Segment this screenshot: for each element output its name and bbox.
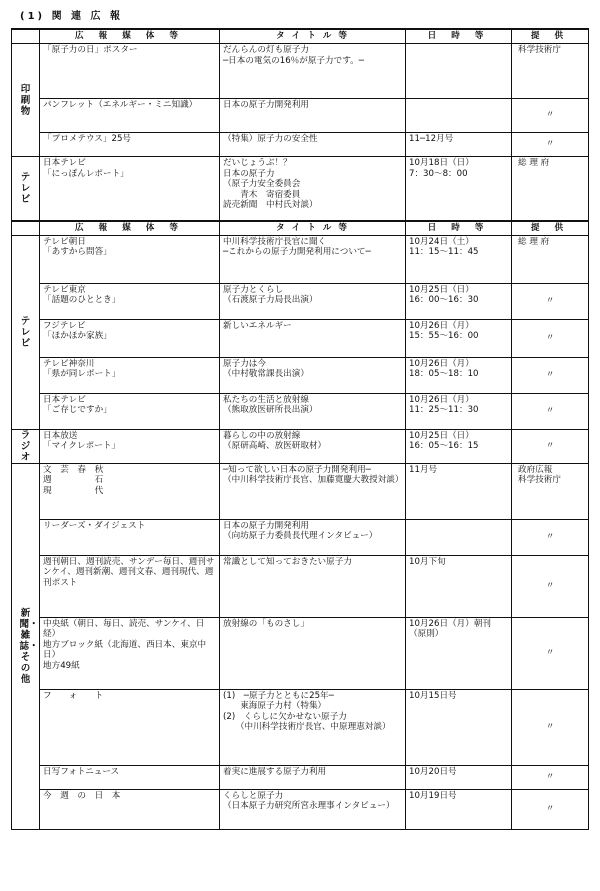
media-cell: 中央紙（朝日、毎日、読売、サンケイ、日経） 地方ブロック紙（北海道、西日本、東京中日） 地方49紙 [40,617,220,689]
provider-cell: 総 理 府 [512,157,589,221]
table-row [12,44,589,99]
title-cell: (1) ─原子力とともに25年─ 東海原子力村（特集） (2) くらしに欠かせない原子力 （中川科学技術庁長官、中原理恵対談） [220,689,406,765]
provider-cell: 〃 [512,133,589,157]
header-row [12,221,589,236]
provider-cell: 〃 [512,689,589,765]
media-cell: 「原子力の日」ポスター [40,44,220,99]
title-cell: だいじょうぶ！？ 日本の原子力 （原子力安全委員会 青木 寄宿委員 読売新聞 中村氏対談） [220,157,406,221]
section-heading: (1) 関 連 広 報 [20,11,124,22]
title-cell: だんらんの灯も原子力 ─日本の電気の16％が原子力です。─ [220,44,406,99]
table-row [12,463,589,519]
datetime-cell: 11─12月号 [406,133,512,157]
header-datetime: 日 時 等 [406,221,512,236]
datetime-cell: 10月下旬 [406,555,512,617]
datetime-cell: 10月24日（土） 11：15～11：45 [406,235,512,283]
title-cell: 原子力は今 （中村敬常課長出演） [220,357,406,393]
provider-cell: 〃 [512,789,589,829]
datetime-cell [406,519,512,555]
provider-cell: 政府広報 科学技術庁 [512,463,589,519]
media-cell: フ ォ ト [40,689,220,765]
media-cell: 日本放送 「マイクレポート」 [40,429,220,463]
title-cell: 常識として知っておきたい原子力 [220,555,406,617]
media-cell: 日本テレビ 「にっぽんレポート」 [40,157,220,221]
table-row [12,393,589,429]
media-cell: 日写フォトニュース [40,765,220,789]
title-cell: 中川科学技術庁長官に聞く ─これからの原子力開発利用について─ [220,235,406,283]
table-row [12,617,589,689]
header-provider: 提 供 [512,221,589,236]
provider-cell: 〃 [512,283,589,319]
table-row [12,157,589,221]
table-row [12,99,589,133]
datetime-cell: 10月26日（月） 15：55～16：00 [406,319,512,357]
media-cell: 日本テレビ 「ご存じですか」 [40,393,220,429]
media-cell: テレビ東京 「話題のひととき」 [40,283,220,319]
header-media: 広 報 媒 体 等 [40,29,220,44]
datetime-cell: 10月20日号 [406,765,512,789]
media-cell: テレビ朝日 「あすから問答」 [40,235,220,283]
title-cell: 日本の原子力開発利用 （向坊原子力委員長代理インタビュー） [220,519,406,555]
datetime-cell [406,44,512,99]
media-cell: 文 芸 春 秋 週 石 現 代 [40,463,220,519]
media-cell: 今 週 の 日 本 [40,789,220,829]
datetime-cell: 10月18日（日） 7：30～8：00 [406,157,512,221]
datetime-cell [406,99,512,133]
title-cell: 日本の原子力開発利用 [220,99,406,133]
title-cell: 私たちの生活と放射線 （熊取放医研所長出演） [220,393,406,429]
datetime-cell: 10月26日（月）朝刊 （原則） [406,617,512,689]
table-row [12,555,589,617]
datetime-cell: 10月26日（月） 18：05～18：10 [406,357,512,393]
provider-cell: 総 理 府 [512,235,589,283]
datetime-cell: 10月26日（月） 11：25～11：30 [406,393,512,429]
category-tv: テレビ [12,235,40,429]
category-radio: ラジオ [12,429,40,463]
provider-cell: 科学技術庁 [512,44,589,99]
table-row [12,133,589,157]
publicity-table [11,28,589,830]
table-row [12,429,589,463]
table-row [12,765,589,789]
provider-cell: 〃 [512,765,589,789]
media-cell: 週刊朝日、週刊読売、サンデー毎日、週刊サンケイ、週刊新潮、週刊文春、週刊現代、週刊ポスト [40,555,220,617]
header-datetime: 日 時 等 [406,29,512,44]
provider-cell: 〃 [512,617,589,689]
provider-cell: 〃 [512,319,589,357]
provider-cell: 〃 [512,357,589,393]
category-press: 新聞・雑誌・その他 [12,463,40,829]
media-cell: テレビ神奈川 「県が同レポート」 [40,357,220,393]
table-row [12,235,589,283]
table-row [12,689,589,765]
datetime-cell: 11月号 [406,463,512,519]
title-cell: 着実に進展する原子力利用 [220,765,406,789]
header-row [12,29,589,44]
media-cell: フジテレビ 「ほかほか家族」 [40,319,220,357]
title-cell: くらしと原子力 （日本原子力研究所宮永理事インタビュー） [220,789,406,829]
header-title: タ イ ト ル 等 [220,29,406,44]
provider-cell: 〃 [512,555,589,617]
category-tv: テレビ [12,157,40,221]
header-title: タ イ ト ル 等 [220,221,406,236]
title-cell: 暮らしの中の放射線 （原研高崎、放医研取材） [220,429,406,463]
table-row [12,789,589,829]
table-row [12,357,589,393]
provider-cell: 〃 [512,429,589,463]
media-cell: リーダーズ・ダイジェスト [40,519,220,555]
datetime-cell: 10月25日（日） 16：05～16：15 [406,429,512,463]
title-cell: （特集）原子力の安全性 [220,133,406,157]
provider-cell: 〃 [512,519,589,555]
datetime-cell: 10月25日（日） 16：00～16：30 [406,283,512,319]
title-cell: 新しいエネルギー [220,319,406,357]
provider-cell: 〃 [512,99,589,133]
table-row [12,519,589,555]
header-provider: 提 供 [512,29,589,44]
datetime-cell: 10月15日号 [406,689,512,765]
media-cell: パンフレット（エネルギー・ミニ知識） [40,99,220,133]
table-row [12,319,589,357]
title-cell: 放射線の「ものさし」 [220,617,406,689]
title-cell: ─知って欲しい日本の原子力開発利用─ （中川科学技術庁長官、加藤寛慶大教授対談） [220,463,406,519]
table-row [12,283,589,319]
title-cell: 原子力とくらし （石渡原子力局長出演） [220,283,406,319]
datetime-cell: 10月19日号 [406,789,512,829]
provider-cell: 〃 [512,393,589,429]
header-media: 広 報 媒 体 等 [40,221,220,236]
category-print: 印刷物 [12,44,40,157]
media-cell: 「プロメテウス」25号 [40,133,220,157]
